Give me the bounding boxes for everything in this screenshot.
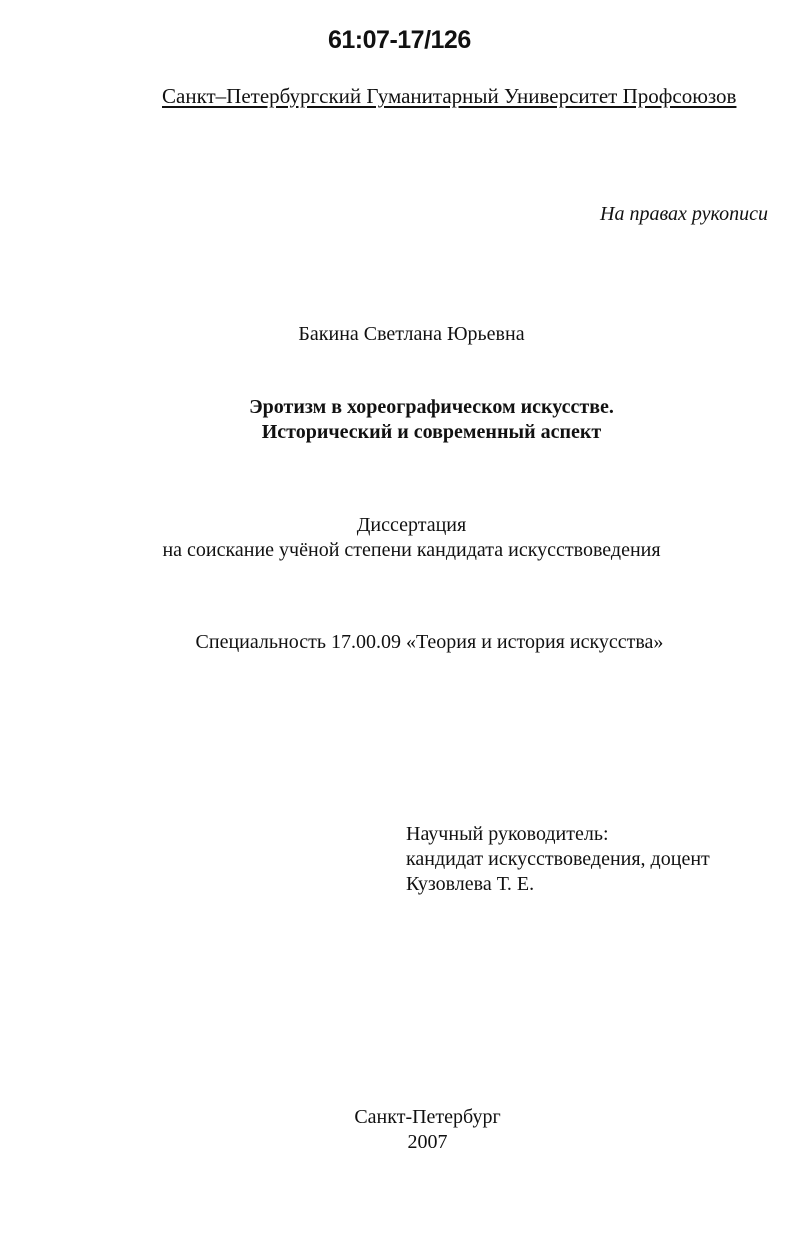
supervisor-label: Научный руководитель: (406, 823, 609, 845)
work-type (0, 513, 799, 563)
supervisor-block (406, 822, 710, 897)
title-line-1: Эротизм в хореографическом искусстве. (249, 396, 614, 418)
specialty: Специальность 17.00.09 «Теория и история искусства» (195, 631, 664, 653)
supervisor-name: Кузовлева Т. Е. (406, 873, 535, 895)
work-type-line-1: Диссертация (356, 514, 467, 536)
city: Санкт-Петербург (354, 1106, 501, 1128)
rights-note: На правах рукописи (600, 203, 768, 225)
document-id-stamp: 61:07-17/126 (328, 26, 471, 54)
supervisor-degree: кандидат искусствоведения, доцент (406, 848, 710, 870)
work-type-line-2: на соискание учёной степени кандидата искусствоведения (162, 539, 661, 561)
year: 2007 (407, 1131, 448, 1153)
place-and-year (0, 1105, 799, 1155)
university-name: Санкт–Петербургский Гуманитарный Университет Профсоюзов (162, 84, 737, 108)
dissertation-title (0, 395, 799, 445)
author-name: Бакина Светлана Юрьевна (298, 323, 525, 345)
title-line-2: Исторический и современный аспект (261, 421, 602, 443)
